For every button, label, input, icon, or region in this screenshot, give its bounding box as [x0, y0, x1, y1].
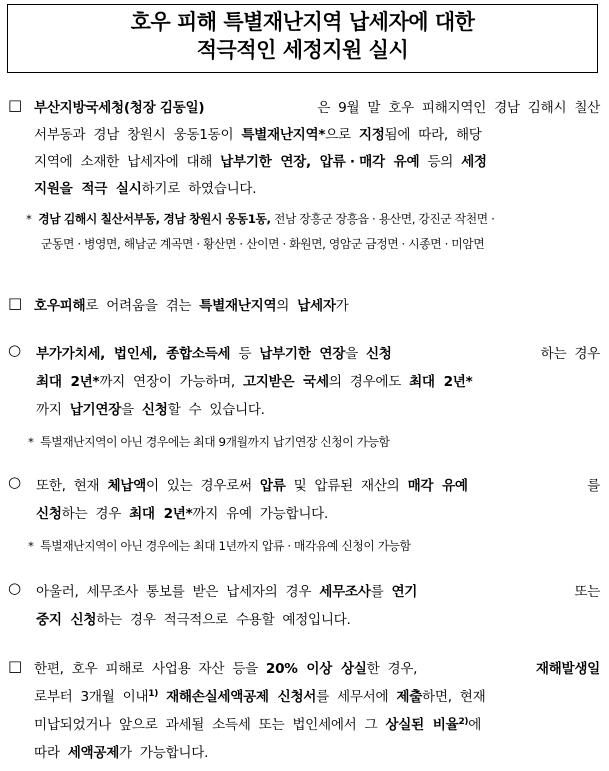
text-run: 또는 [566, 584, 600, 600]
text-run: 서부동과 경남 창원시 웅동1동이 [34, 127, 242, 143]
text-run: 은 9월 말 호우 피해지역인 경남 김해시 칠산 [317, 100, 600, 116]
footnote-ref: 1) [148, 689, 159, 699]
agency-name: 부산지방국세청(청장 김동일) [34, 100, 205, 116]
text-bold: 고지받은 국세 [242, 374, 329, 390]
text-bold: 신청 [36, 506, 62, 522]
text-bold: 상실된 비율 [385, 717, 459, 733]
text-run: 한편, 호우 피해로 사업용 자산 등을 [34, 661, 266, 677]
item-bullet: ○ [8, 579, 21, 597]
text-bold: 부가가치세, 법인세, 종합소득세 [36, 346, 231, 362]
item-2-note [28, 537, 411, 554]
text-bold: 특별재난지역 [199, 298, 277, 314]
section-3-line-1 [34, 657, 600, 677]
text-bold: 매각 유예 [407, 478, 468, 494]
text-run: 또한, 현재 [36, 478, 108, 494]
section-3-line-3 [34, 713, 481, 733]
title-line-1: 호우 피해 특별재난지역 납세자에 대한 [130, 10, 475, 34]
item-bullet: ○ [8, 341, 21, 359]
text-bold: 납부기한 연장 [259, 346, 346, 362]
text-bold: 최대 2년* [36, 374, 100, 390]
text-run: 을 [345, 346, 366, 362]
text-run: 가 [335, 298, 349, 314]
text-run: 에 [468, 717, 482, 733]
section-1-note-2 [41, 235, 484, 252]
text-run: 등의 [419, 154, 462, 170]
note-text: * 특별재난지역이 아닌 경우에는 최대 1년까지 압류 · 매각유예 신청이 가능함 [28, 539, 411, 553]
item-1-line-2 [36, 370, 472, 390]
text-run: 가 가능합니다. [119, 745, 209, 761]
item-2-line-2 [36, 502, 328, 522]
text-bold: 세액공제 [67, 745, 120, 761]
text-run: 따라 [34, 745, 68, 761]
section-1-line-2 [34, 123, 482, 143]
text-run: 까지 [36, 402, 70, 418]
section-1-line-3 [34, 150, 487, 170]
note-bold: 경남 김해시 칠산서부동, 경남 창원시 웅동1동, [38, 212, 271, 226]
text-run: 하면, 현재 [422, 689, 486, 705]
text-run: 한 경우, [366, 661, 426, 677]
text-run: 하는 경우 적극적으로 수용할 예정입니다. [96, 612, 351, 628]
item-3-line-2 [36, 608, 351, 628]
section-2-line [34, 294, 349, 314]
item-1-line-1 [36, 342, 600, 362]
text-run: 으로 [325, 127, 359, 143]
text-run: 의 [276, 298, 298, 314]
text-run: 까지 유예 가능합니다. [192, 506, 329, 522]
text-bold: 신청 [365, 346, 392, 362]
text-bold: 최대 2년* [129, 506, 193, 522]
text-run: 의 경우에도 [328, 374, 410, 390]
text-bold: 연기 [391, 584, 418, 600]
text-bold: 압류 [259, 478, 286, 494]
section-1-note-1 [26, 210, 494, 227]
text-bold: 호우피해 [34, 298, 86, 314]
text-run: 를 [370, 584, 392, 600]
text-run: 하는 경우 [61, 506, 130, 522]
text-run: 미납되었거나 앞으로 과세될 소득세 또는 법인세에서 그 [34, 717, 386, 733]
text-bold: 납세자 [297, 298, 336, 314]
text-run [158, 689, 166, 705]
text-run: 하기로 하였습니다. [141, 181, 257, 197]
section-3-line-2 [34, 685, 485, 705]
section-3-line-4 [34, 741, 208, 761]
note-star: * [26, 212, 32, 226]
text-run: 이 있는 경우로써 [145, 478, 260, 494]
item-1-line-3 [36, 398, 265, 418]
text-bold: 특별재난지역* [241, 127, 326, 143]
text-bold: 재해손실세액공제 신청서 [166, 689, 317, 705]
item-bullet: ○ [8, 473, 21, 491]
text-bold: 납부기한 연장, 압류 · 매각 유예 [220, 154, 420, 170]
text-run: 까지 연장이 가능하며, [99, 374, 243, 390]
text-run: 을 [121, 402, 142, 418]
text-run: 등 [230, 346, 260, 362]
text-run: 로부터 3개월 이내 [34, 689, 149, 705]
text-bold: 체납액 [107, 478, 146, 494]
text-bold: 20% 이상 상실 [265, 661, 367, 677]
title-box [7, 4, 598, 73]
text-bold: 세정 [461, 154, 487, 170]
note-text: * 특별재난지역이 아닌 경우에는 최대 9개월까지 납기연장 신청이 가능함 [28, 435, 390, 449]
text-bold: 지정 [358, 127, 385, 143]
text-run: 및 압류된 재산의 [285, 478, 408, 494]
text-bold: 세무조사 [319, 584, 371, 600]
item-2-line-1 [36, 474, 600, 494]
text-run: 를 [587, 478, 600, 494]
text-bold: 재해발생일 [535, 661, 600, 677]
text-run: 됨에 따라, 해당 [384, 127, 482, 143]
section-1-line-4 [34, 177, 256, 197]
note-text: 군동면 · 병영면, 해남군 계곡면 · 황산면 · 산이면 · 화원면, 영암군 금정면 · 시종면 · 미암면 [41, 237, 485, 251]
section-bullet: □ [8, 657, 22, 675]
item-1-note [28, 433, 390, 450]
text-run: 지역에 소재한 납세자에 대해 [34, 154, 221, 170]
footnote-ref: 2) [458, 717, 469, 727]
text-bold: 신청 [141, 402, 168, 418]
section-bullet: □ [8, 96, 22, 114]
item-3-line-1 [36, 580, 600, 600]
text-bold: 지원을 적극 실시 [34, 181, 142, 197]
note-text: 전남 장흥군 장흥읍 · 용산면, 강진군 작천면 · [270, 212, 495, 226]
text-run: 를 세무서에 [316, 689, 397, 705]
text-run: 하는 경우 [540, 346, 600, 362]
title-line-2: 적극적인 세정지원 실시 [196, 38, 409, 62]
text-bold: 납기연장 [69, 402, 122, 418]
text-run: 로 어려움을 겪는 [85, 298, 200, 314]
text-run: 아울러, 세무조사 통보를 받은 납세자의 경우 [36, 584, 320, 600]
section-1-line-1 [34, 96, 600, 116]
text-bold: 제출 [396, 689, 423, 705]
text-bold: 중지 신청 [36, 612, 97, 628]
text-bold: 최대 2년* [409, 374, 473, 390]
text-run: 할 수 있습니다. [167, 402, 265, 418]
section-bullet: □ [8, 294, 22, 312]
